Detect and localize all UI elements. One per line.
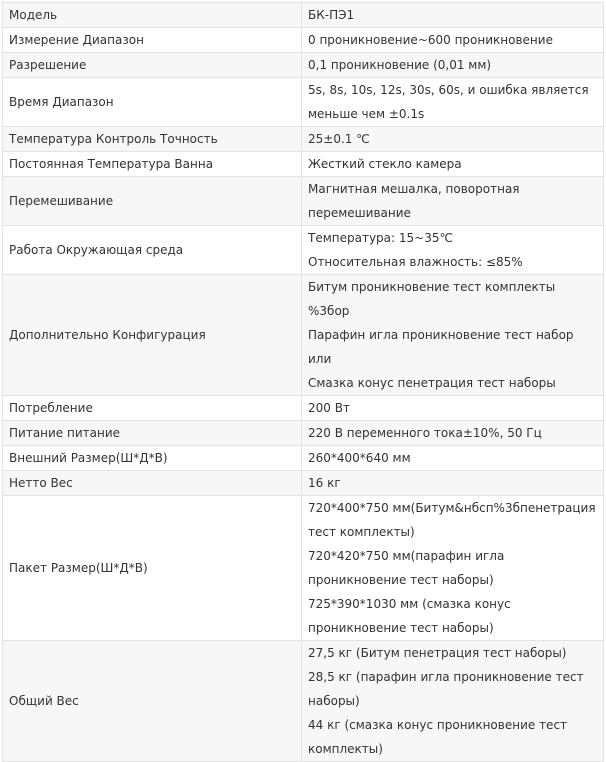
spec-label: Постоянная Температура Ванна <box>3 152 302 177</box>
spec-value <box>302 28 604 53</box>
spec-value-line: БК-ПЭ1 <box>308 8 355 22</box>
table-row <box>3 152 604 177</box>
spec-value-line: Относительная влажность: ≤85% <box>308 255 523 269</box>
spec-value <box>302 127 604 152</box>
spec-value <box>302 496 604 641</box>
table-row <box>3 28 604 53</box>
spec-value <box>302 421 604 446</box>
table-row <box>3 471 604 496</box>
spec-value-line: 5s, 8s, 10s, 12s, 30s, 60s, и ошибка является меньше чем ±0.1s <box>308 83 589 121</box>
table-row <box>3 177 604 226</box>
spec-value-line: 220 В переменного тока±10%, 50 Гц <box>308 426 542 440</box>
spec-value-line: Магнитная мешалка, поворотная перемешивание <box>308 182 520 220</box>
spec-value-line: 725*390*1030 мм (смазка конус проникновение тест наборы) <box>308 597 511 635</box>
table-row <box>3 3 604 28</box>
spec-value-line: 200 Вт <box>308 401 350 415</box>
spec-table <box>2 2 604 762</box>
table-row <box>3 78 604 127</box>
spec-value-line: Смазка конус пенетрация тест наборы <box>308 376 556 390</box>
spec-label: Пакет Размер(Ш*Д*В) <box>3 496 302 641</box>
spec-value-line: 260*400*640 мм <box>308 451 411 465</box>
spec-value <box>302 446 604 471</box>
table-row <box>3 275 604 396</box>
spec-label: Дополнительно Конфигурация <box>3 275 302 396</box>
table-row <box>3 496 604 641</box>
spec-value-line: 27,5 кг (Битум пенетрация тест наборы) <box>308 646 567 660</box>
spec-value-line: Температура: 15~35℃ <box>308 231 453 245</box>
spec-value-line: 16 кг <box>308 476 341 490</box>
spec-value-line: Жесткий стекло камера <box>308 157 462 171</box>
table-row <box>3 226 604 275</box>
spec-value-line: 28,5 кг (парафин игла проникновение тест наборы) <box>308 670 584 708</box>
table-row <box>3 127 604 152</box>
spec-value-line: 720*420*750 мм(парафин игла проникновение тест наборы) <box>308 549 505 587</box>
spec-label: Модель <box>3 3 302 28</box>
table-row <box>3 421 604 446</box>
spec-value <box>302 78 604 127</box>
spec-label: Работа Окружающая среда <box>3 226 302 275</box>
spec-value-line: 0,1 проникновение (0,01 мм) <box>308 58 492 72</box>
spec-value <box>302 275 604 396</box>
spec-value-line: Парафин игла проникновение тест набор или <box>308 328 574 366</box>
spec-label: Внешний Размер(Ш*Д*В) <box>3 446 302 471</box>
table-row <box>3 641 604 762</box>
spec-value-line: 720*400*750 мм(Битум&нбсп%3бпенетрация тест комплекты) <box>308 501 596 539</box>
spec-label: Измерение Диапазон <box>3 28 302 53</box>
spec-value <box>302 53 604 78</box>
spec-value <box>302 177 604 226</box>
spec-label: Температура Контроль Точность <box>3 127 302 152</box>
spec-value <box>302 152 604 177</box>
spec-label: Разрешение <box>3 53 302 78</box>
spec-value <box>302 3 604 28</box>
spec-value-line: 0 проникновение~600 проникновение <box>308 33 553 47</box>
spec-value <box>302 396 604 421</box>
spec-label: Перемешивание <box>3 177 302 226</box>
spec-label: Потребление <box>3 396 302 421</box>
table-row <box>3 446 604 471</box>
table-row <box>3 53 604 78</box>
spec-value <box>302 641 604 762</box>
spec-label: Время Диапазон <box>3 78 302 127</box>
spec-value <box>302 226 604 275</box>
spec-value-line: 25±0.1 ℃ <box>308 132 370 146</box>
spec-table-body <box>3 3 604 762</box>
spec-label: Общий Вес <box>3 641 302 762</box>
spec-value <box>302 471 604 496</box>
spec-label: Питание питание <box>3 421 302 446</box>
spec-value-line: 44 кг (смазка конус проникновение тест комплекты) <box>308 718 568 756</box>
table-row <box>3 396 604 421</box>
spec-value-line: Битум проникновение тест комплекты %3бор <box>308 280 556 318</box>
spec-label: Нетто Вес <box>3 471 302 496</box>
